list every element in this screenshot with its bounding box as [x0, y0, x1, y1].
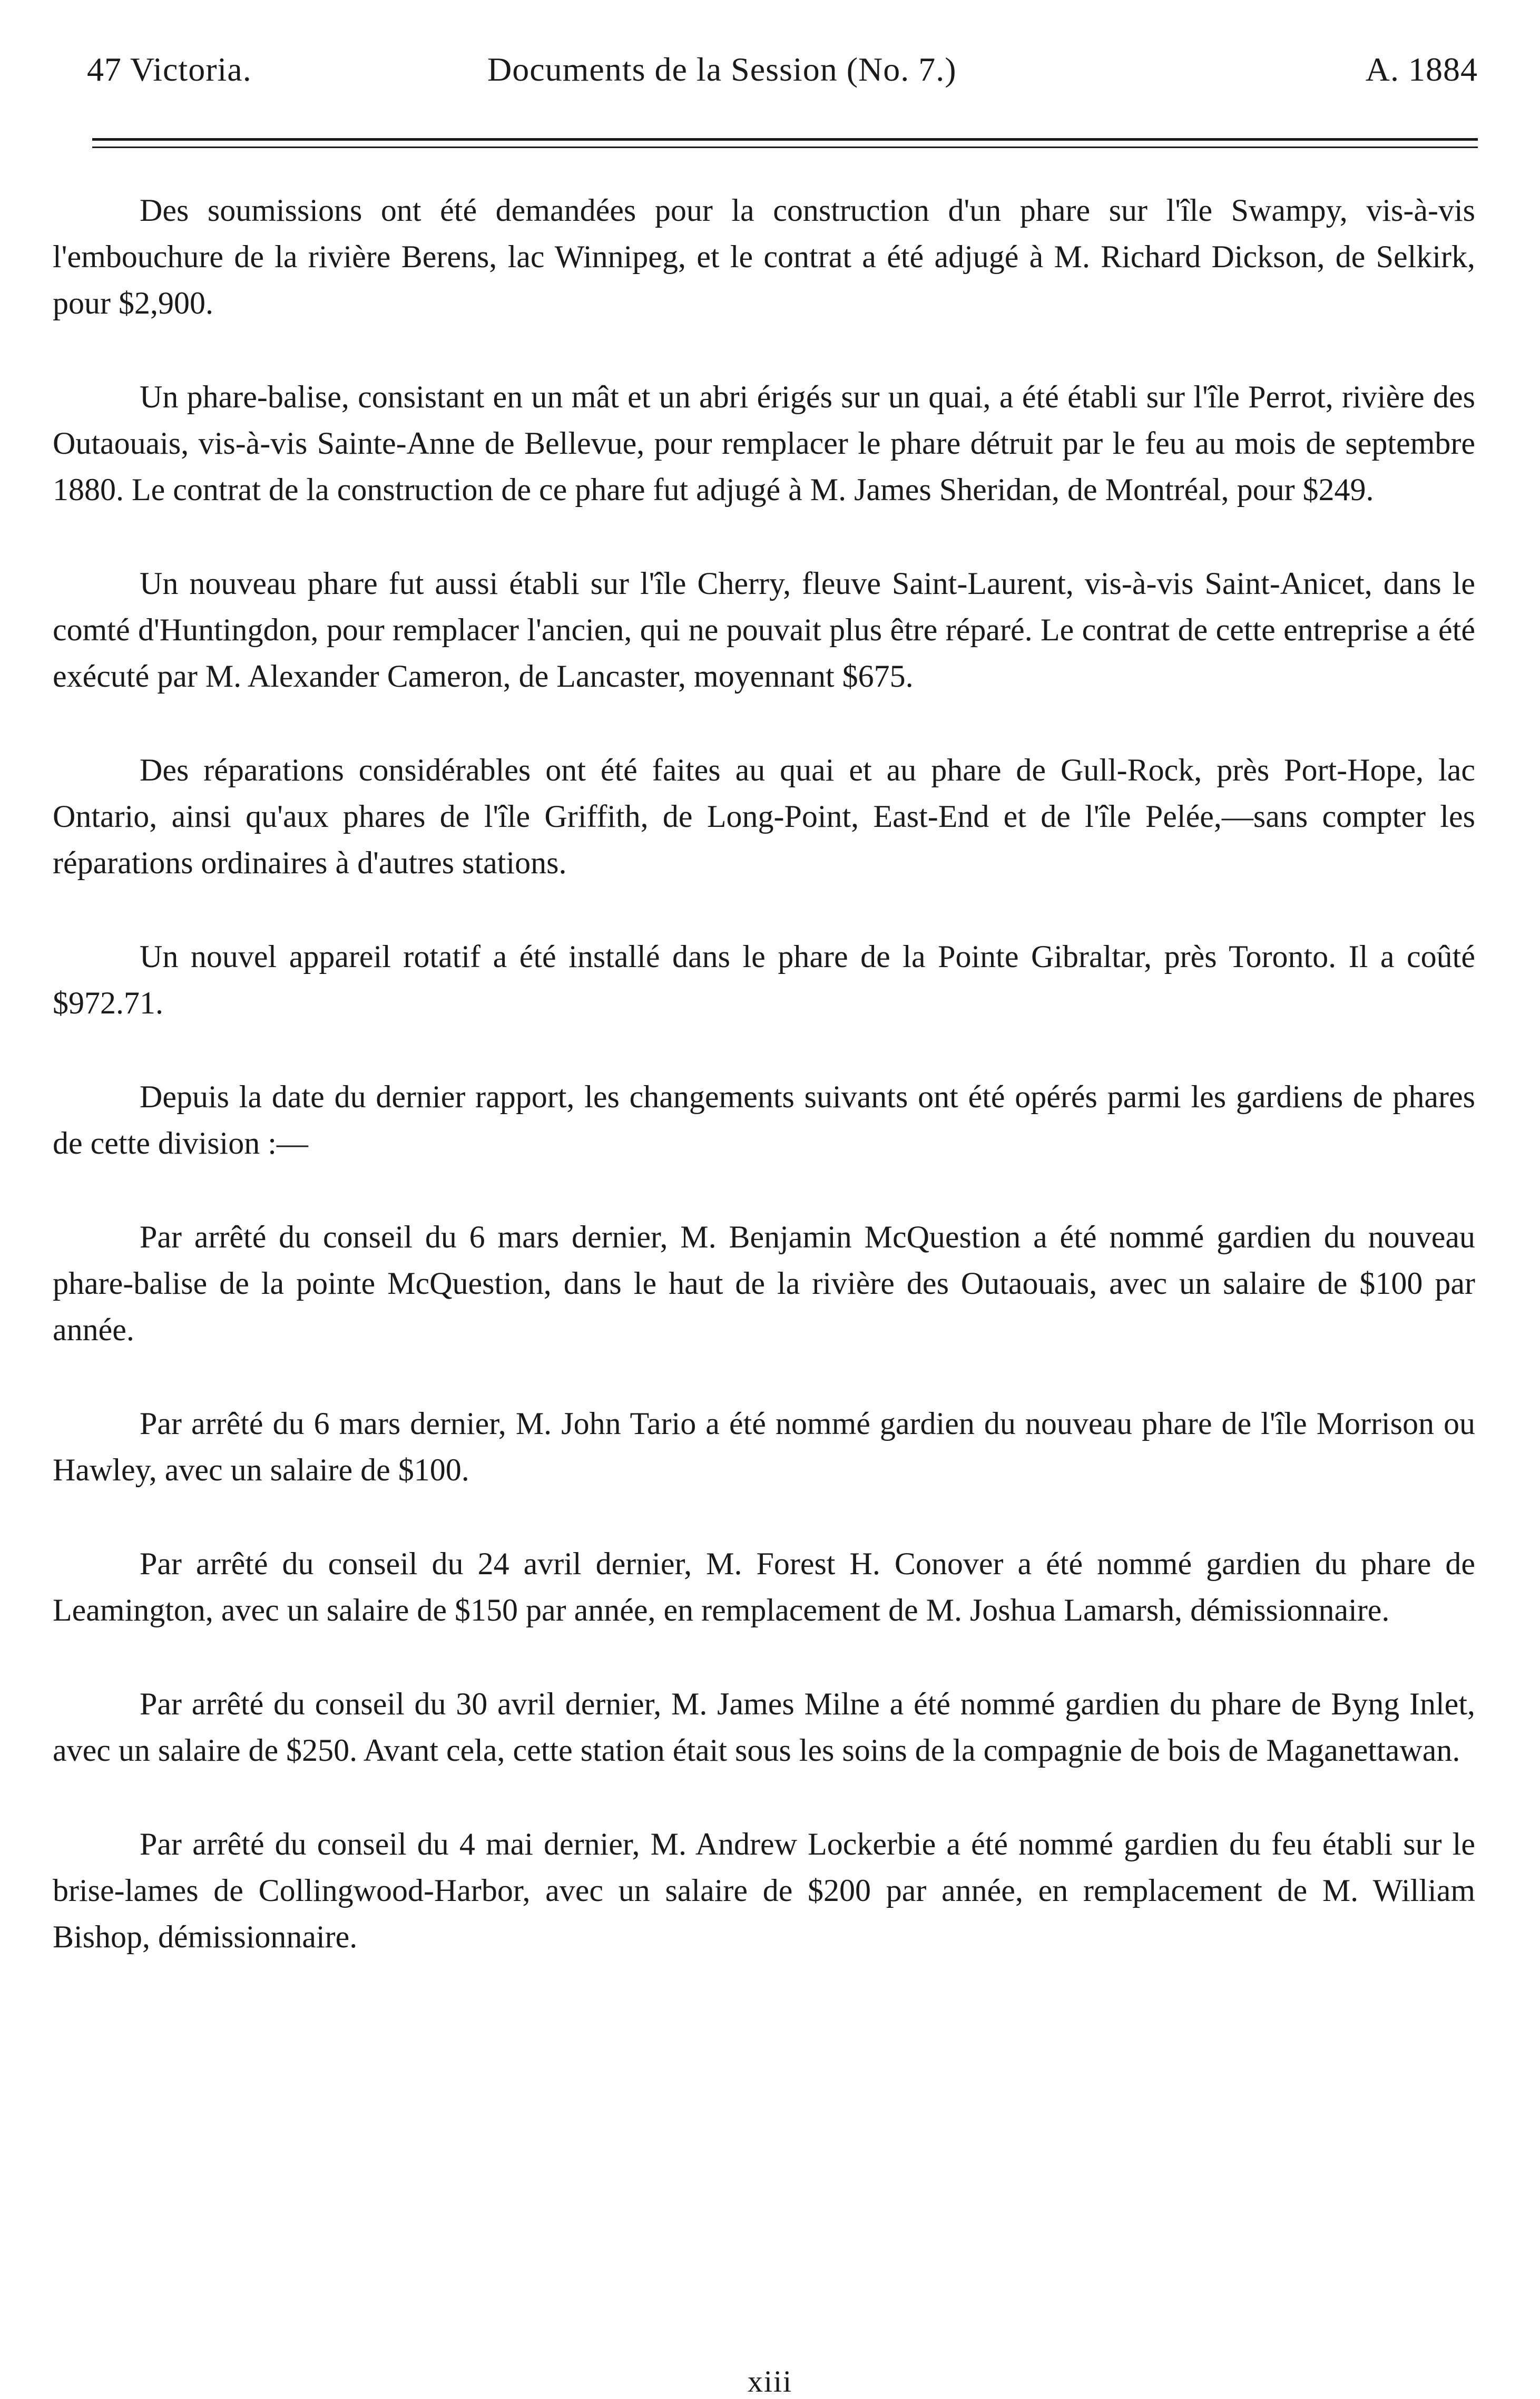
paragraph-cherry-island: Un nouveau phare fut aussi établi sur l'île Cherry, fleuve Saint-Laurent, vis-à-vis Saint-Anicet, dans le comté d'Huntingdon, pour remplacer l'ancien, qui ne pouvait plus être réparé. Le contrat de cette entreprise a été exécuté par M. Alexander Cameron, de Lancaster, moyennant $675.: [53, 566, 1475, 694]
paragraph-lockerbie: Par arrêté du conseil du 4 mai dernier, M. Andrew Lockerbie a été nommé gardien du feu établi sur le brise-lames de Collingwood-Harbor, avec un salaire de $200 par année, en remplacement de M. William Bishop, démissionnaire.: [53, 1827, 1475, 1954]
body-text: [53, 187, 1475, 2007]
paragraph-repairs: Des réparations considérables ont été faites au quai et au phare de Gull-Rock, près Port-Hope, lac Ontario, ainsi qu'aux phares de l'île Griffith, de Long-Point, East-End et de l'île Pelée,—sans compter les réparations ordinaires à d'autres stations.: [53, 753, 1475, 880]
header-rule-thin: [92, 147, 1478, 148]
paragraph-conover: Par arrêté du conseil du 24 avril dernier, M. Forest H. Conover a été nommé gardien du phare de Leamington, avec un salaire de $150 par année, en remplacement de M. Joshua Lamarsh, démissionnaire.: [53, 1546, 1475, 1627]
page-number: xiii: [747, 2364, 793, 2398]
paragraph-milne: Par arrêté du conseil du 30 avril dernier, M. James Milne a été nommé gardien du phare de Byng Inlet, avec un salaire de $250. Avant cela, cette station était sous les soins de la compagnie de bois de Maganettawan.: [53, 1686, 1475, 1768]
paragraph-gibraltar-point: Un nouvel appareil rotatif a été installé dans le phare de la Pointe Gibraltar, près Toronto. Il a coûté $972.71.: [53, 939, 1475, 1020]
header-rule-thick: [92, 138, 1478, 141]
header-volume: 47 Victoria.: [87, 51, 252, 88]
header-year: A. 1884: [1365, 51, 1478, 88]
page-header: [87, 50, 1478, 97]
paragraph-tario: Par arrêté du 6 mars dernier, M. John Tario a été nommé gardien du nouveau phare de l'île Morrison ou Hawley, avec un salaire de $100.: [53, 1406, 1475, 1487]
paragraph-ile-perrot: Un phare-balise, consistant en un mât et un abri érigés sur un quai, a été établi sur l'île Perrot, rivière des Outaouais, vis-à-vis Sainte-Anne de Bellevue, pour remplacer le phare détruit par le feu au mois de septembre 1880. Le contrat de la construction de ce phare fut adjugé à M. James Sheridan, de Montréal, pour $249.: [53, 379, 1475, 507]
paragraph-keeper-changes: Depuis la date du dernier rapport, les changements suivants ont été opérés parmi les gardiens de phares de cette division :—: [53, 1079, 1475, 1161]
paragraph-swampy-island: Des soumissions ont été demandées pour la construction d'un phare sur l'île Swampy, vis-à-vis l'embouchure de la rivière Berens, lac Winnipeg, et le contrat a été adjugé à M. Richard Dickson, de Selkirk, pour $2,900.: [53, 193, 1475, 320]
paragraph-mcquestion: Par arrêté du conseil du 6 mars dernier, M. Benjamin McQuestion a été nommé gardien du nouveau phare-balise de la pointe McQuestion, dans le haut de la rivière des Outaouais, avec un salaire de $100 par année.: [53, 1220, 1475, 1347]
header-title: Documents de la Session (No. 7.): [487, 51, 957, 88]
